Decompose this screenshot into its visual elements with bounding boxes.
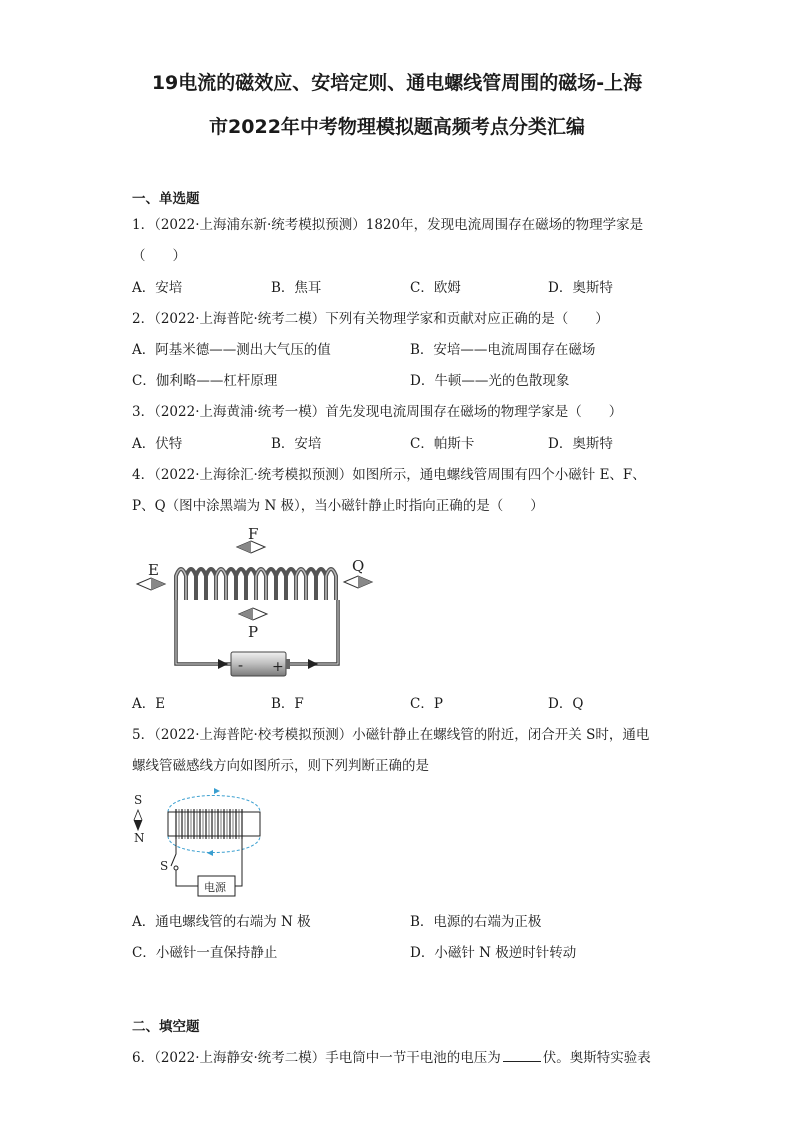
q2-option-b[interactable]: B．安培——电流周围存在磁场 (410, 342, 596, 358)
current-arrow-right (308, 659, 318, 669)
battery-plus-label: + (272, 659, 284, 675)
q4-option-b[interactable]: B．F (271, 696, 304, 712)
current-arrow-left (218, 659, 228, 669)
q4-option-d[interactable]: D．Q (548, 696, 584, 712)
compass-label-e: E (148, 561, 159, 579)
q3-stem: 3．（2022·上海黄浦·统考一模）首先发现电流周围存在磁场的物理学家是（ ） (132, 404, 623, 420)
q6-answer-blank[interactable] (503, 1049, 541, 1062)
q4-option-a[interactable]: A．E (132, 696, 166, 712)
q5-option-a[interactable]: A．通电螺线管的右端为 N 极 (132, 914, 311, 930)
q1-option-d[interactable]: D．奥斯特 (548, 280, 613, 296)
q4-stem: 4．（2022·上海徐汇·统考模拟预测）如图所示，通电螺线管周围有四个小磁针 E、F、 (132, 467, 646, 483)
q3-option-a[interactable]: A．伏特 (132, 436, 183, 452)
q1-option-b[interactable]: B．焦耳 (271, 280, 322, 296)
document-title-line-1: 19电流的磁效应、安培定则、通电螺线管周围的磁场-上海 (151, 72, 643, 94)
battery-minus-label: - (238, 656, 244, 674)
q3-option-d[interactable]: D．奥斯特 (548, 436, 613, 452)
section-heading-single-choice: 一、单选题 (132, 191, 200, 207)
q4-solenoid-figure (128, 522, 388, 680)
q4-stem-line-2: P、Q（图中涂黑端为 N 极），当小磁针静止时指向正确的是（ ） (132, 498, 544, 514)
q3-option-b[interactable]: B．安培 (271, 436, 322, 452)
q6-stem (132, 1046, 651, 1066)
q1-option-c[interactable]: C．欧姆 (410, 280, 461, 296)
q5-stem-line-2: 螺线管磁感线方向如图所示，则下列判断正确的是 (132, 758, 429, 774)
q6-stem-part-2: 伏。奥斯特实验表 (542, 1050, 651, 1066)
compass-label-s: S (134, 793, 143, 807)
q1-stem: 1．（2022·上海浦东新·统考模拟预测）1820年，发现电流周围存在磁场的物理学家是 (132, 217, 644, 233)
q1-stem-blank: （ ） (132, 248, 186, 264)
q4-option-c[interactable]: C．P (410, 696, 443, 712)
q5-option-c[interactable]: C．小磁针一直保持静止 (132, 945, 278, 961)
q1-option-a[interactable]: A．安培 (132, 280, 183, 296)
q6-stem-part-1: 6．（2022·上海静安·统考二模）手电筒中一节干电池的电压为 (132, 1050, 501, 1066)
q5-stem: 5．（2022·上海普陀·校考模拟预测）小磁针静止在螺线管的附近，闭合开关 S时，通电 (132, 727, 650, 743)
q5-option-b[interactable]: B．电源的右端为正极 (410, 914, 542, 930)
compass-label-q: Q (352, 557, 365, 575)
document-title-line-2: 市2022年中考物理模拟题高频考点分类汇编 (209, 116, 585, 138)
q5-option-d[interactable]: D．小磁针 N 极逆时针转动 (410, 945, 577, 961)
section-heading-fill-in: 二、填空题 (132, 1019, 200, 1035)
power-source-label: 电源 (204, 881, 226, 894)
q2-option-d[interactable]: D．牛顿——光的色散现象 (410, 373, 570, 389)
q2-option-c[interactable]: C．伽利略——杠杆原理 (132, 373, 278, 389)
q3-option-c[interactable]: C．帕斯卡 (410, 436, 475, 452)
switch-label-s: S (160, 859, 169, 873)
compass-label-f: F (248, 525, 259, 543)
field-arrow-bottom (207, 850, 213, 856)
q2-stem: 2．（2022·上海普陀·统考二模）下列有关物理学家和贡献对应正确的是（ ） (132, 311, 609, 327)
q5-solenoid-figure (128, 786, 278, 900)
q2-option-a[interactable]: A．阿基米德——测出大气压的值 (132, 342, 331, 358)
compass-label-n: N (134, 831, 145, 845)
field-arrow-top (214, 788, 220, 794)
compass-label-p: P (248, 623, 259, 641)
